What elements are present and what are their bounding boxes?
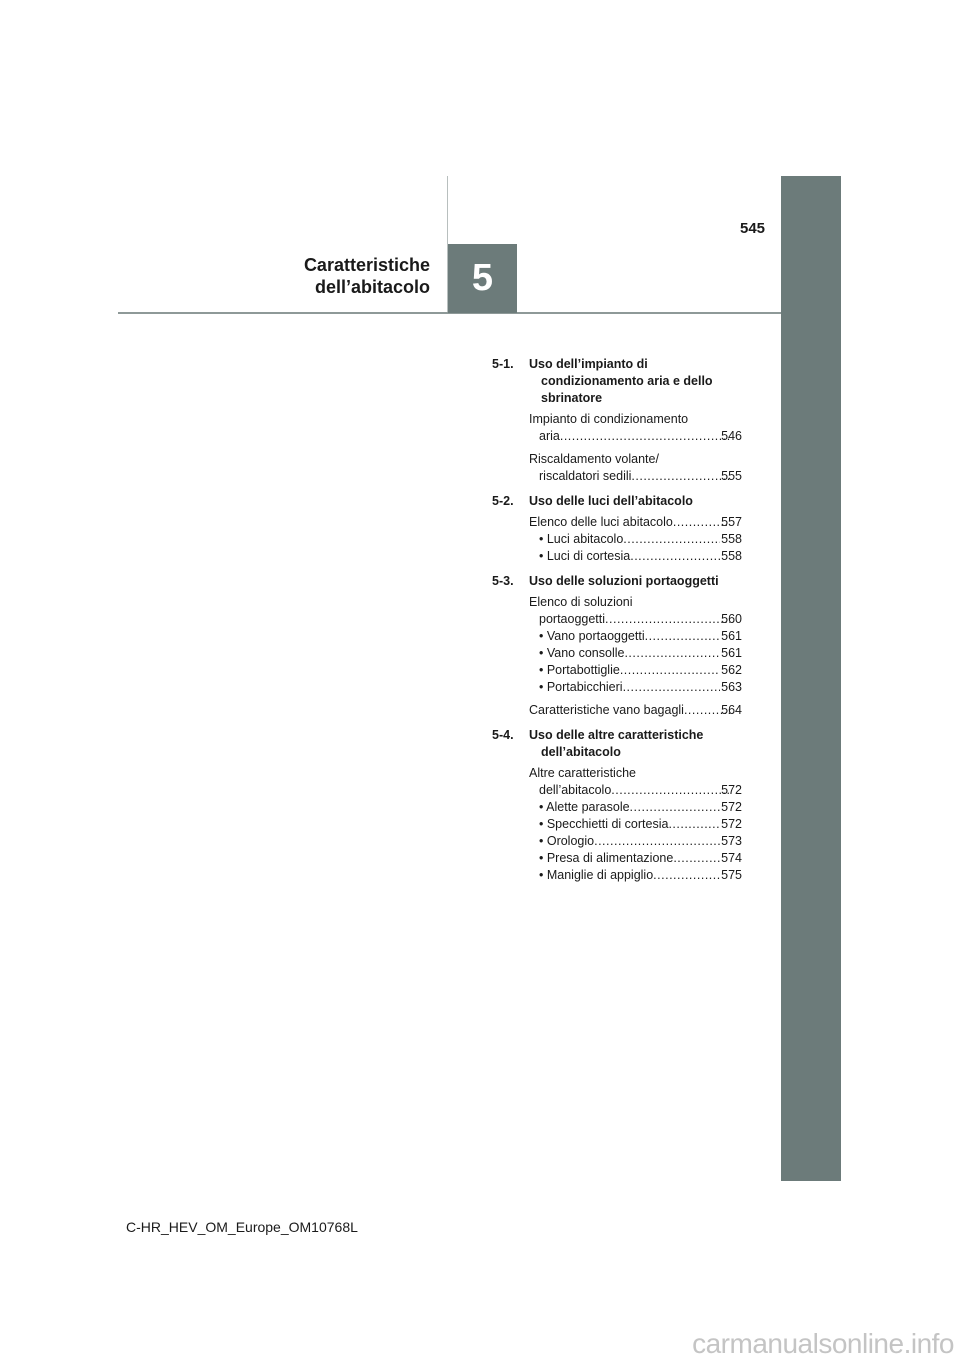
- entry-page: 546: [721, 429, 742, 443]
- subentry-label: • Portabicchieri: [539, 680, 623, 694]
- entry-label: aria: [539, 429, 560, 443]
- leader-dots: [594, 833, 720, 850]
- toc-entry[interactable]: [529, 451, 742, 485]
- entry-lead: Riscaldamento volante/: [529, 452, 659, 466]
- toc-subentry[interactable]: [529, 867, 742, 884]
- subentry-page: 561: [721, 629, 742, 643]
- subentry-label: • Specchietti di cortesia: [539, 817, 669, 831]
- leader-dots: [630, 548, 720, 565]
- chapter-number-tab: [448, 244, 517, 313]
- section-number: 5-2.: [492, 494, 514, 508]
- leader-dots: [623, 679, 721, 696]
- toc-subentry[interactable]: [529, 628, 742, 645]
- toc-subentry[interactable]: [529, 799, 742, 816]
- toc-entry[interactable]: [529, 702, 742, 719]
- entry-page: 557: [721, 515, 742, 529]
- chapter-title-line1: Caratteristiche: [303, 255, 430, 275]
- chapter-sidebar-bar: [781, 176, 841, 1181]
- document-id: C-HR_HEV_OM_Europe_OM10768L: [126, 1219, 358, 1235]
- toc-section-5-1: [492, 356, 742, 407]
- entry-page: 564: [721, 703, 742, 717]
- leader-dots: [645, 628, 721, 645]
- toc-entry[interactable]: [529, 594, 742, 628]
- subentry-label: • Luci abitacolo: [539, 532, 624, 546]
- section-title[interactable]: Uso delle soluzioni portaoggetti: [529, 574, 719, 588]
- toc-subentry[interactable]: [529, 679, 742, 696]
- section-number: 5-3.: [492, 574, 514, 588]
- entry-lead: Altre caratteristiche: [529, 766, 636, 780]
- toc-entry[interactable]: [529, 514, 742, 531]
- subentry-label: • Luci di cortesia: [539, 549, 631, 563]
- subentry-page: 558: [721, 532, 742, 546]
- page-number: 545: [740, 220, 766, 237]
- entry-label: portaoggetti: [539, 612, 606, 626]
- entry-label: dell’abitacolo: [539, 783, 612, 797]
- toc-entry[interactable]: [529, 411, 742, 445]
- subentry-page: 575: [721, 868, 742, 882]
- leader-dots: [620, 662, 720, 679]
- toc-subentry[interactable]: [529, 662, 742, 679]
- toc-subentry[interactable]: [529, 645, 742, 662]
- subentry-page: 558: [721, 549, 742, 563]
- leader-dots: [624, 645, 720, 662]
- section-number: 5-1.: [492, 357, 514, 371]
- leader-dots: [631, 468, 730, 485]
- table-of-contents: [492, 356, 742, 884]
- toc-section-5-4: [492, 727, 742, 761]
- toc-section-5-3: [492, 573, 742, 590]
- section-title[interactable]: Uso delle luci dell’abitacolo: [529, 494, 693, 508]
- toc-subentry[interactable]: [529, 816, 742, 833]
- leader-dots: [668, 816, 720, 833]
- subentry-page: 572: [721, 800, 742, 814]
- entry-page: 555: [721, 469, 742, 483]
- entry-label: Caratteristiche vano bagagli: [529, 703, 684, 717]
- toc-subentry[interactable]: [529, 850, 742, 867]
- toc-section-5-2: [492, 493, 742, 510]
- entry-label: riscaldatori sedili: [539, 469, 632, 483]
- subentry-label: • Portabottiglie: [539, 663, 620, 677]
- subentry-label: • Alette parasole: [539, 800, 630, 814]
- subentry-label: • Maniglie di appiglio: [539, 868, 654, 882]
- toc-entry[interactable]: [529, 765, 742, 799]
- chapter-title-line2: dell’abitacolo: [314, 277, 430, 297]
- entry-lead: Elenco di soluzioni: [529, 595, 633, 609]
- subentry-label: • Orologio: [539, 834, 595, 848]
- section-title[interactable]: Uso dell’impianto di condizionamento aria e dello sbrinatore: [529, 357, 713, 405]
- entry-label: Elenco delle luci abitacolo: [529, 515, 673, 529]
- subentry-page: 572: [721, 817, 742, 831]
- subentry-page: 562: [721, 663, 742, 677]
- leader-dots: [560, 428, 730, 445]
- toc-subentry[interactable]: [529, 531, 742, 548]
- watermark: carmanualsonline.info: [692, 1328, 954, 1359]
- leader-dots: [673, 850, 720, 867]
- subentry-page: 573: [721, 834, 742, 848]
- section-title[interactable]: Uso delle altre caratteristiche dell’abitacolo: [529, 728, 704, 759]
- leader-dots: [630, 799, 721, 816]
- entry-page: 560: [721, 612, 742, 626]
- chapter-number: 5: [471, 257, 494, 299]
- entry-page: 572: [721, 783, 742, 797]
- subentry-page: 574: [721, 851, 742, 865]
- chapter-title: [230, 254, 430, 298]
- subentry-page: 563: [721, 680, 742, 694]
- section-number: 5-4.: [492, 728, 514, 742]
- subentry-page: 561: [721, 646, 742, 660]
- leader-dots: [605, 611, 730, 628]
- leader-dots: [611, 782, 730, 799]
- leader-dots: [623, 531, 720, 548]
- subentry-label: • Presa di alimentazione: [539, 851, 674, 865]
- subentry-label: • Vano portaoggetti: [539, 629, 645, 643]
- subentry-label: • Vano consolle: [539, 646, 625, 660]
- entry-lead: Impianto di condizionamento: [529, 412, 689, 426]
- toc-subentry[interactable]: [529, 548, 742, 565]
- leader-dots: [653, 867, 720, 884]
- toc-subentry[interactable]: [529, 833, 742, 850]
